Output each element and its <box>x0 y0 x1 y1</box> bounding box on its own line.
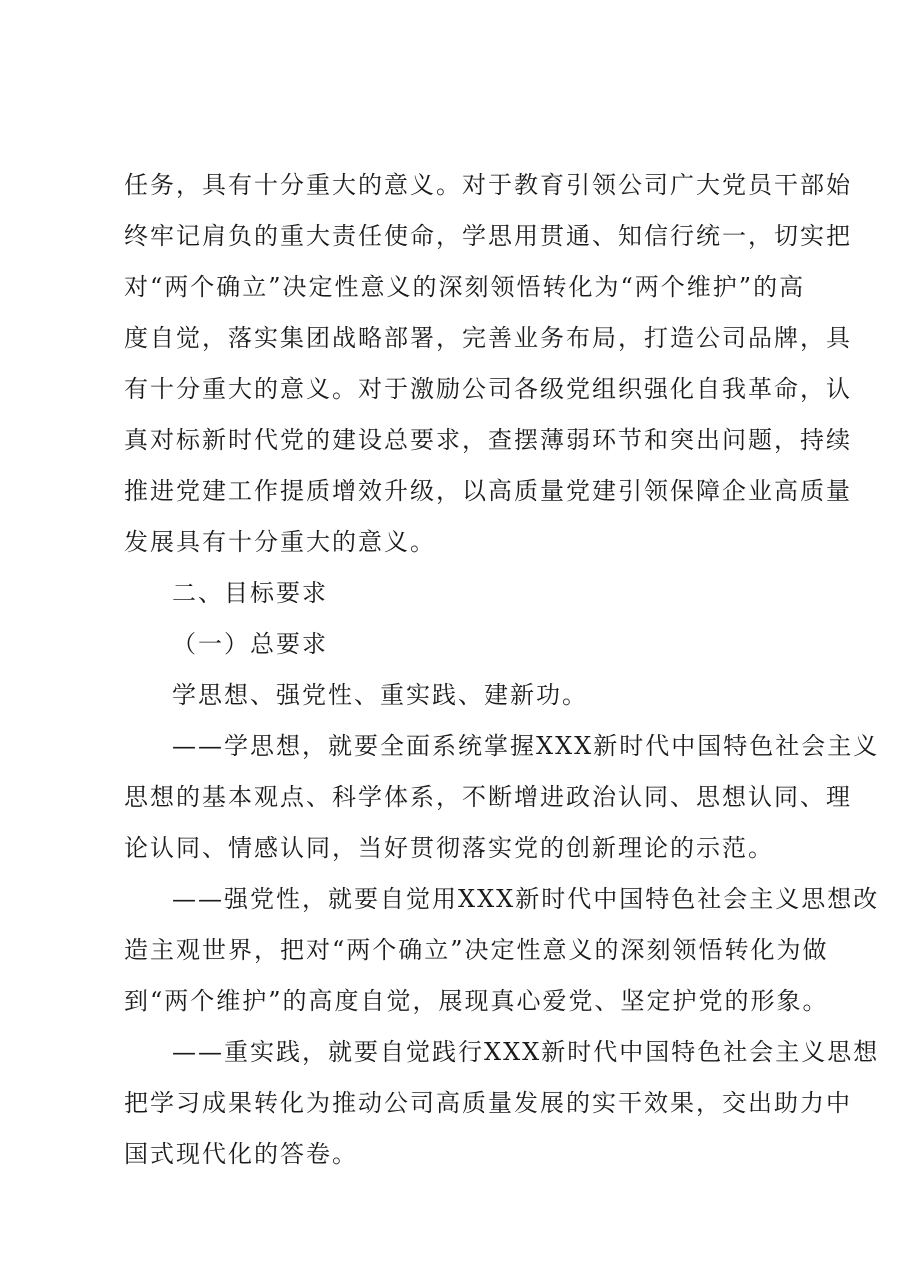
paragraph-strengthen-party <box>124 874 880 1027</box>
text-line: 任务，具有十分重大的意义。对于教育引领公司广大党员干部始 <box>124 171 852 199</box>
section-heading: 二、目标要求 <box>172 579 328 607</box>
text-line: 真对标新时代党的建设总要求，查摆薄弱环节和突出问题，持续 <box>124 426 852 454</box>
text-line: ——重实践，就要自觉践行XXX新时代中国特色社会主义思想 <box>172 1038 880 1066</box>
text-line: 论认同、情感认同，当好贯彻落实党的创新理论的示范。 <box>124 834 774 862</box>
text-line: 度自觉，落实集团战略部署，完善业务布局，打造公司品牌，具 <box>124 324 852 352</box>
summary-line: 学思想、强党性、重实践、建新功。 <box>172 681 588 709</box>
text-line: ——学思想，就要全面系统掌握XXX新时代中国特色社会主义 <box>172 732 880 760</box>
text-line: 发展具有十分重大的意义。 <box>124 528 436 556</box>
text-line: 对“两个确立”决定性意义的深刻领悟转化为“两个维护”的高 <box>124 273 806 301</box>
paragraph-significance <box>124 160 852 568</box>
text-line: 国式现代化的答卷。 <box>124 1140 358 1168</box>
paragraph-learn-thought <box>124 721 880 874</box>
document-body <box>124 160 880 1180</box>
text-line: 把学习成果转化为推动公司高质量发展的实干效果，交出助力中 <box>124 1089 852 1117</box>
text-line: 造主观世界，把对“两个确立”决定性意义的深刻领悟转化为做 <box>124 936 829 964</box>
text-line: 有十分重大的意义。对于激励公司各级党组织强化自我革命，认 <box>124 375 852 403</box>
paragraph-practice <box>124 1027 880 1180</box>
text-line: 思想的基本观点、科学体系，不断增进政治认同、思想认同、理 <box>124 783 852 811</box>
text-line: 终牢记肩负的重大责任使命，学思用贯通、知信行统一，切实把 <box>124 222 852 250</box>
text-line: ——强党性，就要自觉用XXX新时代中国特色社会主义思想改 <box>172 885 880 913</box>
text-line: 推进党建工作提质增效升级，以高质量党建引领保障企业高质量 <box>124 477 852 505</box>
text-line: 到“两个维护”的高度自觉，展现真心爱党、坚定护党的形象。 <box>124 987 829 1015</box>
subsection-heading: （一）总要求 <box>172 630 328 658</box>
